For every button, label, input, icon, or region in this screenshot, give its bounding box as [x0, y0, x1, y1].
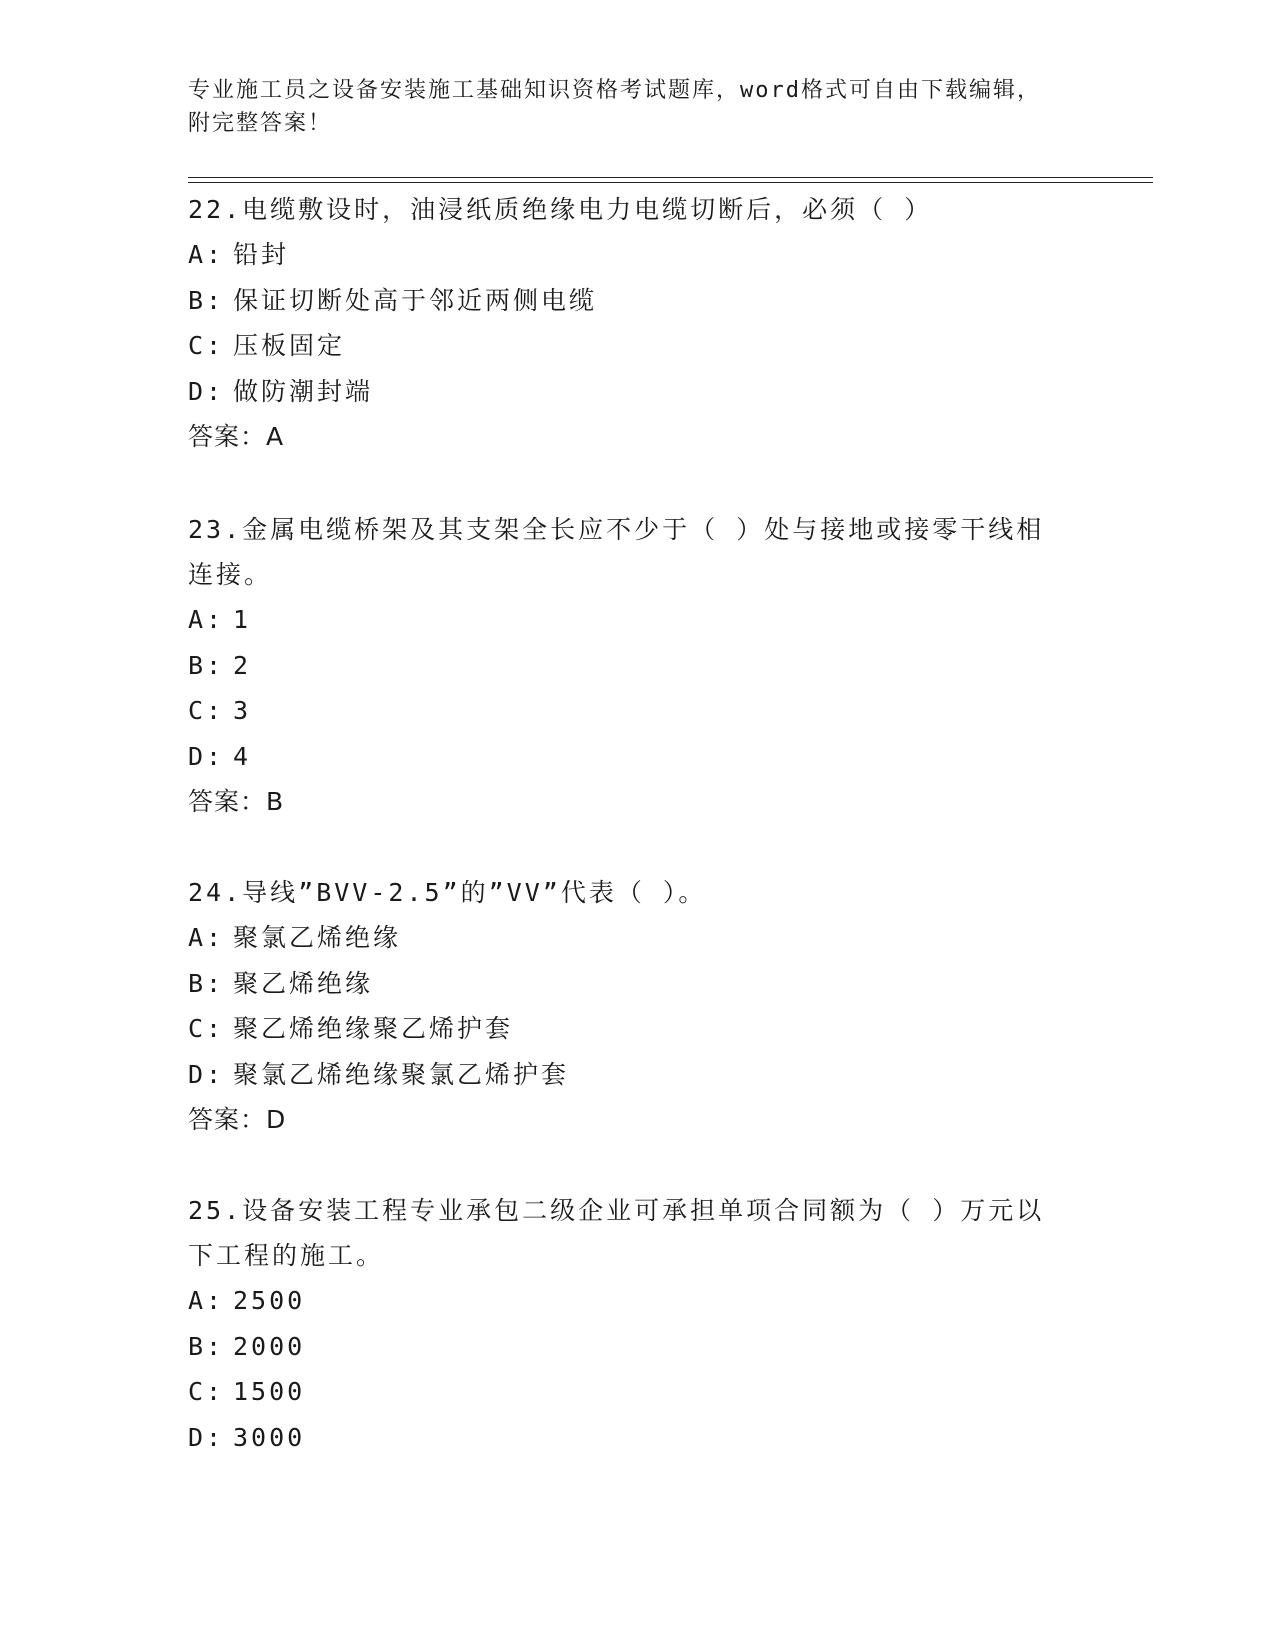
option-text: 聚氯乙烯绝缘聚氯乙烯护套	[233, 1059, 570, 1089]
option-text: 保证切断处高于邻近两侧电缆	[233, 285, 598, 315]
option-b	[188, 643, 1068, 689]
option-letter: C:	[188, 1014, 225, 1043]
option-letter: C:	[188, 696, 225, 725]
header-line-2: 附完整答案！	[188, 111, 333, 136]
option-letter: D:	[188, 741, 225, 771]
option-letter: D:	[188, 1422, 225, 1452]
option-d	[188, 369, 1068, 415]
option-a	[188, 597, 1068, 643]
option-d	[188, 1052, 1068, 1098]
option-c	[188, 1006, 1068, 1052]
header-rule-top	[188, 177, 1153, 178]
header-rule-bottom	[188, 182, 1153, 183]
option-text: 1	[233, 605, 252, 634]
option-text: 聚乙烯绝缘	[233, 968, 374, 998]
answer-line: 答案：B	[188, 787, 285, 816]
option-letter: A:	[188, 1286, 225, 1315]
option-a	[188, 915, 1068, 961]
question-stem: 23.金属电缆桥架及其支架全长应不少于（ ）处与接地或接零干线相连接。	[188, 515, 1045, 589]
header-line-1: 专业施工员之设备安装施工基础知识资格考试题库，word格式可自由下载编辑，	[188, 78, 1041, 103]
option-letter: B:	[188, 285, 225, 315]
option-text: 2000	[233, 1331, 306, 1361]
question-23	[188, 507, 1068, 825]
question-stem: 24.导线”BVV-2.5”的”VV”代表（ ）。	[188, 878, 707, 907]
option-b	[188, 278, 1068, 324]
question-24	[188, 870, 1068, 1143]
option-letter: B:	[188, 968, 225, 998]
question-stem: 22.电缆敷设时，油浸纸质绝缘电力电缆切断后，必须（ ）	[188, 195, 933, 224]
option-letter: B:	[188, 1331, 225, 1361]
option-text: 4	[233, 741, 252, 771]
option-text: 3000	[233, 1422, 306, 1452]
option-c	[188, 688, 1068, 734]
option-text: 聚乙烯绝缘聚乙烯护套	[233, 1014, 514, 1043]
question-22	[188, 187, 1068, 460]
option-c	[188, 1369, 1068, 1415]
document-header	[188, 74, 1088, 140]
option-letter: A:	[188, 240, 225, 269]
option-d	[188, 1415, 1068, 1461]
option-c	[188, 323, 1068, 369]
option-letter: D:	[188, 376, 225, 406]
option-text: 2	[233, 650, 252, 680]
option-letter: C:	[188, 1377, 225, 1406]
option-a	[188, 232, 1068, 278]
option-letter: B:	[188, 650, 225, 680]
option-text: 压板固定	[233, 331, 346, 360]
option-b	[188, 961, 1068, 1007]
option-letter: C:	[188, 331, 225, 360]
answer-line: 答案：A	[188, 422, 285, 451]
option-d	[188, 734, 1068, 780]
option-letter: A:	[188, 605, 225, 634]
option-a	[188, 1278, 1068, 1324]
option-text: 1500	[233, 1377, 306, 1406]
option-text: 聚氯乙烯绝缘	[233, 923, 402, 952]
option-text: 2500	[233, 1286, 306, 1315]
option-b	[188, 1324, 1068, 1370]
option-text: 3	[233, 696, 252, 725]
option-letter: A:	[188, 923, 225, 952]
option-letter: D:	[188, 1059, 225, 1089]
question-stem: 25.设备安装工程专业承包二级企业可承担单项合同额为（ ）万元以下工程的施工。	[188, 1196, 1045, 1270]
option-text: 铅封	[233, 240, 290, 269]
question-25	[188, 1188, 1068, 1460]
option-text: 做防潮封端	[233, 376, 374, 406]
answer-line: 答案：D	[188, 1105, 287, 1134]
